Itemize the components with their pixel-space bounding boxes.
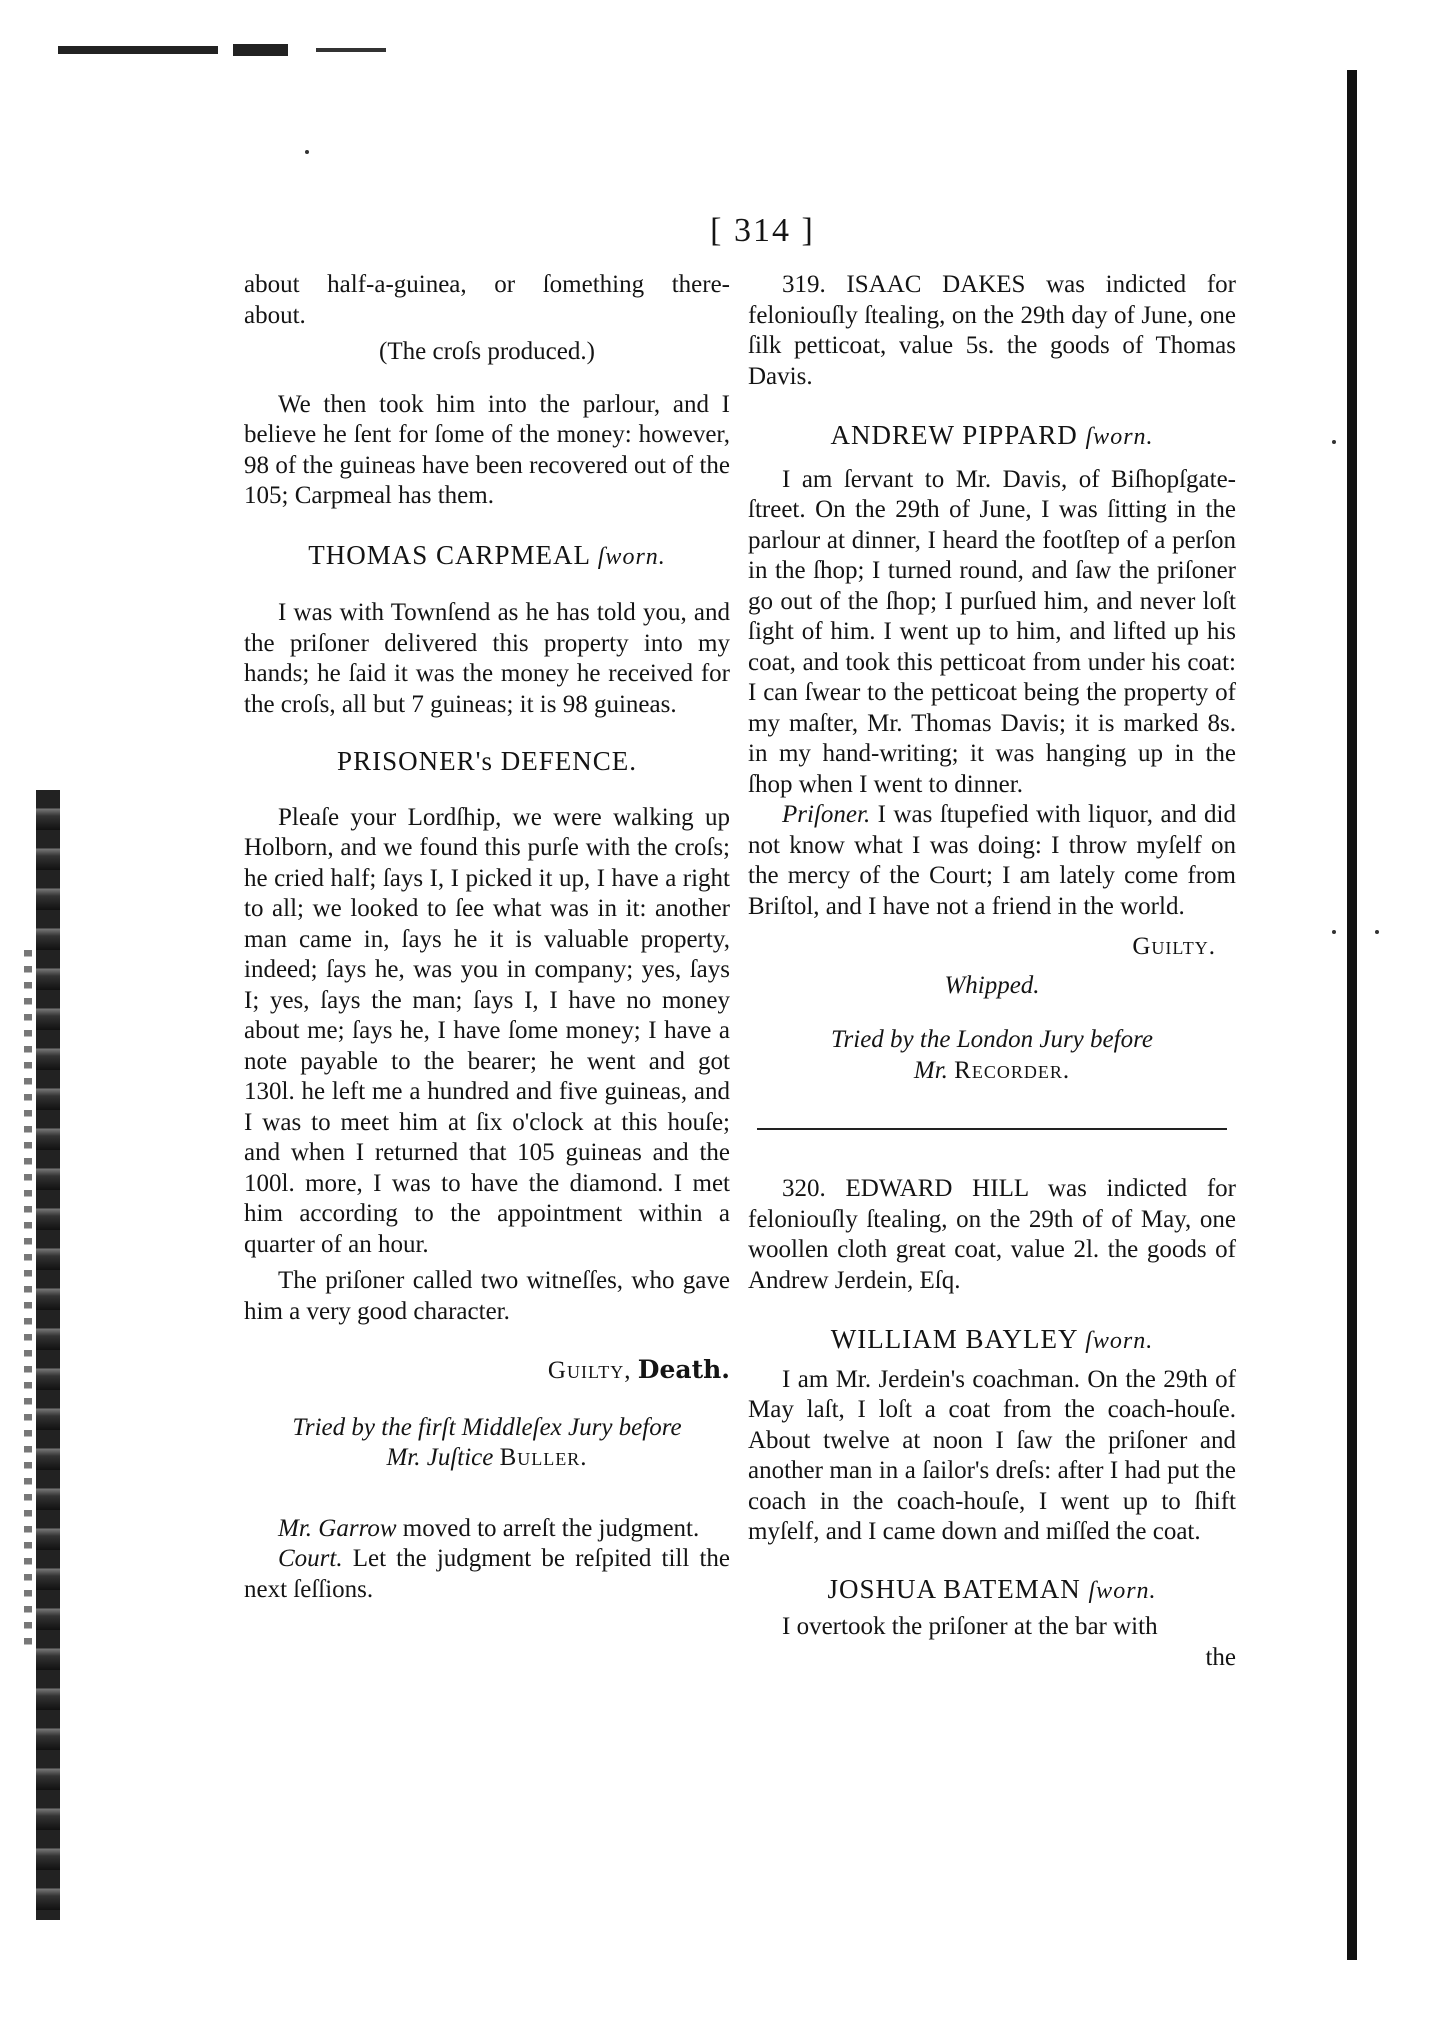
- section-divider: [757, 1128, 1227, 1130]
- scan-artifact-right-edge: [1347, 70, 1357, 1960]
- scan-artifact-top: [58, 44, 418, 58]
- witness-name: WILLIAM BAYLEY: [830, 1324, 1078, 1354]
- scan-speck: [1332, 440, 1336, 444]
- tried-by-line: Mr. Recorder.: [913, 1056, 1071, 1084]
- indictment: 320. EDWARD HILL was indicted for feloniouſly ſtealing, on the 29th of of May, one woollen cloth great coat, value 2l. the goods of Andrew Jerdein, Eſq.: [748, 1175, 1236, 1294]
- paragraph: about.: [244, 301, 306, 329]
- tried-by-line: Tried by the firſt Middleſex Jury before: [292, 1413, 682, 1441]
- testimony: Pleaſe your Lordſhip, we were walking up Holborn, and we found this purſe with the croſs; he cried half; ſays I, I picked it up, I have a right to all; we looked to ſee what was in it: another man came in, ſays he it is valuable property, indeed; ſays he, was you in company; yes, ſays I; yes, ſays the man; ſays I, I have no money about me; ſays he, I have ſome money; I have a note payable to the bearer; he went and got 130l. he left me a hundred and five guineas, and I was to meet him at ſix o'clock at this houſe; and when I returned that 105 guineas and the 100l. more, I was to have the diamond. I met him according to the appointment within a quarter of an hour.: [244, 803, 730, 1258]
- indictment: 319. ISAAC DAKES was indicted for feloniouſly ſtealing, on the 29th day of June, one ſilk petticoat, value 5s. the goods of Thomas Davis.: [748, 271, 1236, 390]
- witness-name: ANDREW PIPPARD: [830, 420, 1078, 450]
- paragraph: Priſoner. I was ſtupefied with liquor, and did not know what I was doing: I throw myſelf on the mercy of the Court; I am lately come from Briſtol, and I have not a friend in the world.: [748, 801, 1236, 920]
- testimony: I overtook the priſoner at the bar with: [782, 1613, 1158, 1640]
- witness-heading: [244, 540, 730, 573]
- testimony: I was with Townſend as he has told you, and the priſoner delivered this property into my hands; he ſaid it was the money he received for the croſs, all but 7 guineas; it is 98 guineas.: [244, 599, 730, 718]
- stage-note: (The croſs produced.): [379, 338, 595, 365]
- sworn-label: ſworn.: [1088, 1577, 1157, 1604]
- scan-speck: [1375, 930, 1379, 934]
- scan-artifact-left-edge-fringe: [24, 950, 32, 1650]
- scan-speck: [1332, 930, 1336, 934]
- testimony: I am Mr. Jerdein's coachman. On the 29th of May laſt, I loſt a coat from the coach-houſe. About twelve at noon I ſaw the priſoner and another man in a ſailor's dreſs: after I had put the coach in the coach-houſe, I went up to ſhift myſelf, and I came down and miſſed the coat.: [748, 1365, 1236, 1545]
- paragraph: The priſoner called two witneſſes, who gave him a very good character.: [244, 1267, 730, 1325]
- witness-name: JOSHUA BATEMAN: [827, 1573, 1081, 1604]
- tried-by-line: Mr. Juſtice Buller.: [386, 1444, 588, 1471]
- verdict: Guilty.: [1132, 933, 1216, 960]
- right-column: [748, 270, 1236, 1673]
- paragraph: We then took him into the parlour, and I believe he ſent for ſome of the money: however, 98 of the guineas have been recovered out of the 105; Carpmeal has them.: [244, 390, 730, 509]
- paragraph: about half-a-guinea, or ſomething there-: [244, 271, 730, 298]
- witness-name: THOMAS CARPMEAL: [308, 539, 591, 570]
- paragraph: Mr. Garrow moved to arreſt the judgment.: [278, 1514, 700, 1542]
- witness-heading: [748, 1324, 1236, 1357]
- left-column: [244, 270, 730, 1605]
- page-number: [ 314 ]: [710, 212, 815, 249]
- witness-heading: [748, 420, 1236, 453]
- verdict: Guilty, Death.: [547, 1355, 730, 1384]
- sworn-label: ſworn.: [1085, 424, 1154, 450]
- scan-speck: [305, 150, 309, 154]
- sworn-label: ſworn.: [597, 543, 666, 570]
- catchword: the: [1205, 1643, 1236, 1671]
- sentence: Whipped.: [944, 971, 1040, 999]
- scan-artifact-left-edge: [36, 790, 60, 1920]
- sworn-label: ſworn.: [1085, 1328, 1154, 1354]
- paragraph: Court. Let the judgment be reſpited till the next ſeſſions.: [244, 1545, 730, 1603]
- tried-by-line: Tried by the London Jury before: [831, 1026, 1153, 1053]
- testimony: I am ſervant to Mr. Davis, of Biſhopſgate-ſtreet. On the 29th of June, I was ſitting in the parlour at dinner, I heard the footſtep of a perſon in the ſhop; I turned round, and ſaw the priſoner go out of the ſhop; I purſued him, and never loſt ſight of him. I went up to him, and lifted up his coat, and took this petticoat from under his coat: I can ſwear to the petticoat being the property of my maſter, Mr. Thomas Davis; it is marked 8s. in my hand-writing; it was hanging up in the ſhop when I went to dinner.: [748, 465, 1236, 798]
- witness-heading: [748, 1574, 1236, 1607]
- section-heading: PRISONER's DEFENCE.: [337, 746, 637, 776]
